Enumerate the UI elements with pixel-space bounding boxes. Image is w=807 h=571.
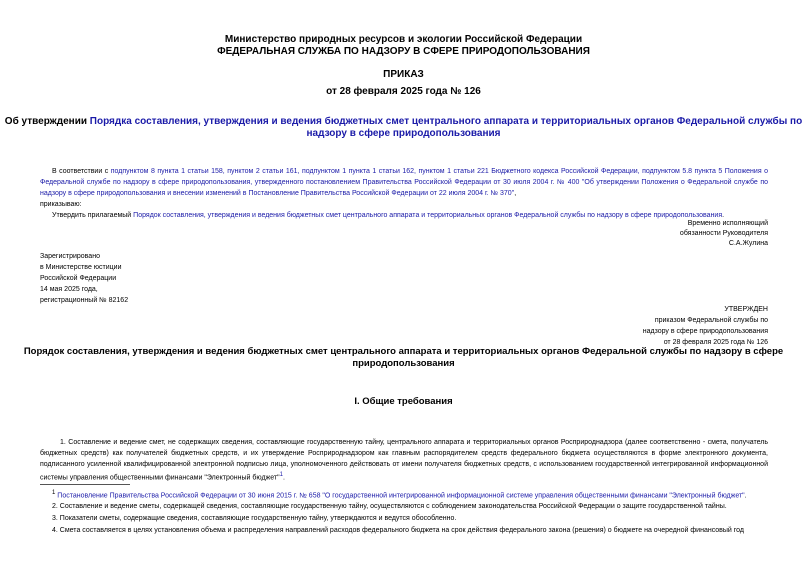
- title-link-cont[interactable]: надзору в сфере природопользования: [306, 128, 501, 139]
- signature-block: [468, 219, 768, 249]
- footnote-tail: .: [744, 492, 747, 500]
- signature-line1: Временно исполняющий: [687, 220, 768, 227]
- registration-line3: Российской Федерации: [40, 275, 117, 282]
- approved-line3: надзору в сфере природопользования: [642, 328, 768, 335]
- preamble-paragraph: [40, 166, 768, 199]
- ministry-name: Министерство природных ресурсов и экологии Российской Федерации: [224, 34, 583, 45]
- signature-line2: обязанности Руководителя: [679, 230, 768, 237]
- approved-block: [468, 304, 768, 348]
- order-title-line2: [0, 127, 807, 140]
- approved-line2: приказом Федеральной службы по: [654, 317, 768, 324]
- registration-block: [40, 251, 340, 306]
- preamble-lead: В соответствии с: [52, 168, 111, 175]
- footnote-mark: 1: [52, 490, 56, 496]
- paragraph-3: 3. Показатели сметы, содержащие сведения, составляющие государственную тайну, утверждаются и ведутся обособленно.: [52, 515, 457, 522]
- registration-line1: Зарегистрировано: [40, 253, 100, 260]
- paragraph-2: 2. Составление и ведение сметы, содержащей сведения, составляющие государственную тайну, осуществляются с соблюдением законодательства Российской Федерации о защите государственной тайны.: [52, 503, 727, 510]
- paragraph-1-tail: .: [282, 474, 285, 482]
- approve-procedure-link[interactable]: Порядок составления, утверждения и ведения бюджетных смет центрального аппарата и территориальных органов Федеральной службы по надзору в сфере природопользования: [133, 212, 723, 219]
- preamble-tail: ,: [514, 190, 517, 197]
- preamble-legal-link[interactable]: подпунктом 8 пункта 1 статьи 158, пунктом 2 статьи 161, подпунктом 1 пункта 1 статьи 162, пунктом 1 статьи 221 Бюджетного кодекса Российской Федерации, подпунктом 5.8 пункта 5 Положения о Федеральной службе по надзору в сфере природопользования, утвержденного постановлением Правительства Российской Федерации от 30 июля 2004 г. № 400 "Об утверждении Положения о Федеральной службе по надзору в сфере природопользования и внесении изменений в Постановление Правительства Российской Федерации от 22 июля 2004 г. № 370": [40, 168, 768, 197]
- approved-line4: от 28 февраля 2025 года № 126: [663, 339, 768, 346]
- approve-lead: Утвердить прилагаемый: [52, 212, 134, 219]
- doc-type: ПРИКАЗ: [383, 69, 424, 80]
- registration-number: регистрационный № 82162: [40, 297, 129, 304]
- paragraph-1: [40, 437, 768, 483]
- footnote: [52, 488, 768, 501]
- footnote-link[interactable]: Постановление Правительства Российской Федерации от 30 июня 2015 г. № 658 "О государственной интегрированной информационной системе управления общественными финансами "Электронный бюджет": [57, 492, 745, 500]
- approve-tail: .: [722, 212, 725, 219]
- order-word: приказываю:: [40, 201, 82, 208]
- footnote-divider: [40, 484, 130, 485]
- service-name: ФЕДЕРАЛЬНАЯ СЛУЖБА ПО НАДЗОРУ В СФЕРЕ ПРИРОДОПОЛЬЗОВАНИЯ: [217, 46, 590, 57]
- title-prefix: Об утверждении: [4, 116, 90, 127]
- procedure-title: Порядок составления, утверждения и ведения бюджетных смет центрального аппарата и территориальных органов Федеральной службы по надзору в сфере: [23, 346, 784, 357]
- section-title: I. Общие требования: [354, 396, 453, 407]
- registration-line4: 14 мая 2025 года,: [40, 286, 98, 293]
- doc-date: от 28 февраля 2025 года № 126: [326, 86, 481, 97]
- paragraph-4: 4. Смета составляется в целях установления объема и распределения направлений расходов федерального бюджета на срок действия федерального закона (решения) о бюджете на очередной финансовый год: [52, 527, 745, 534]
- procedure-title-line2: природопользования: [352, 358, 455, 369]
- registration-line2: в Министерстве юстиции: [40, 264, 122, 271]
- approved-line1: УТВЕРЖДЕН: [724, 306, 768, 313]
- title-link[interactable]: Порядка составления, утверждения и ведения бюджетных смет центрального аппарата и территориальных органов Федеральной службы по: [89, 116, 803, 127]
- footnote-ref[interactable]: 1: [279, 472, 283, 478]
- paragraph-1-text: 1. Составление и ведение смет, не содержащих сведения, составляющие государственную тайну, центрального аппарата и территориальных органов Росприроднадзора (далее соответственно - смета, получатель бюджетных средств) как получателей бюджетных средств, и их утверждение Росприроднадзором как главным распорядителем средств федерального бюджета осуществляются в форме электронного документа, подписанного усиленной квалифицированной электронной подписью лица, уполномоченного действовать от имени получателя бюджетных средств, с использованием государственной интегрированной информационной системы управления общественными финансами "Электронный бюджет": [40, 439, 768, 482]
- signature-name: С.А.Жулина: [728, 240, 768, 247]
